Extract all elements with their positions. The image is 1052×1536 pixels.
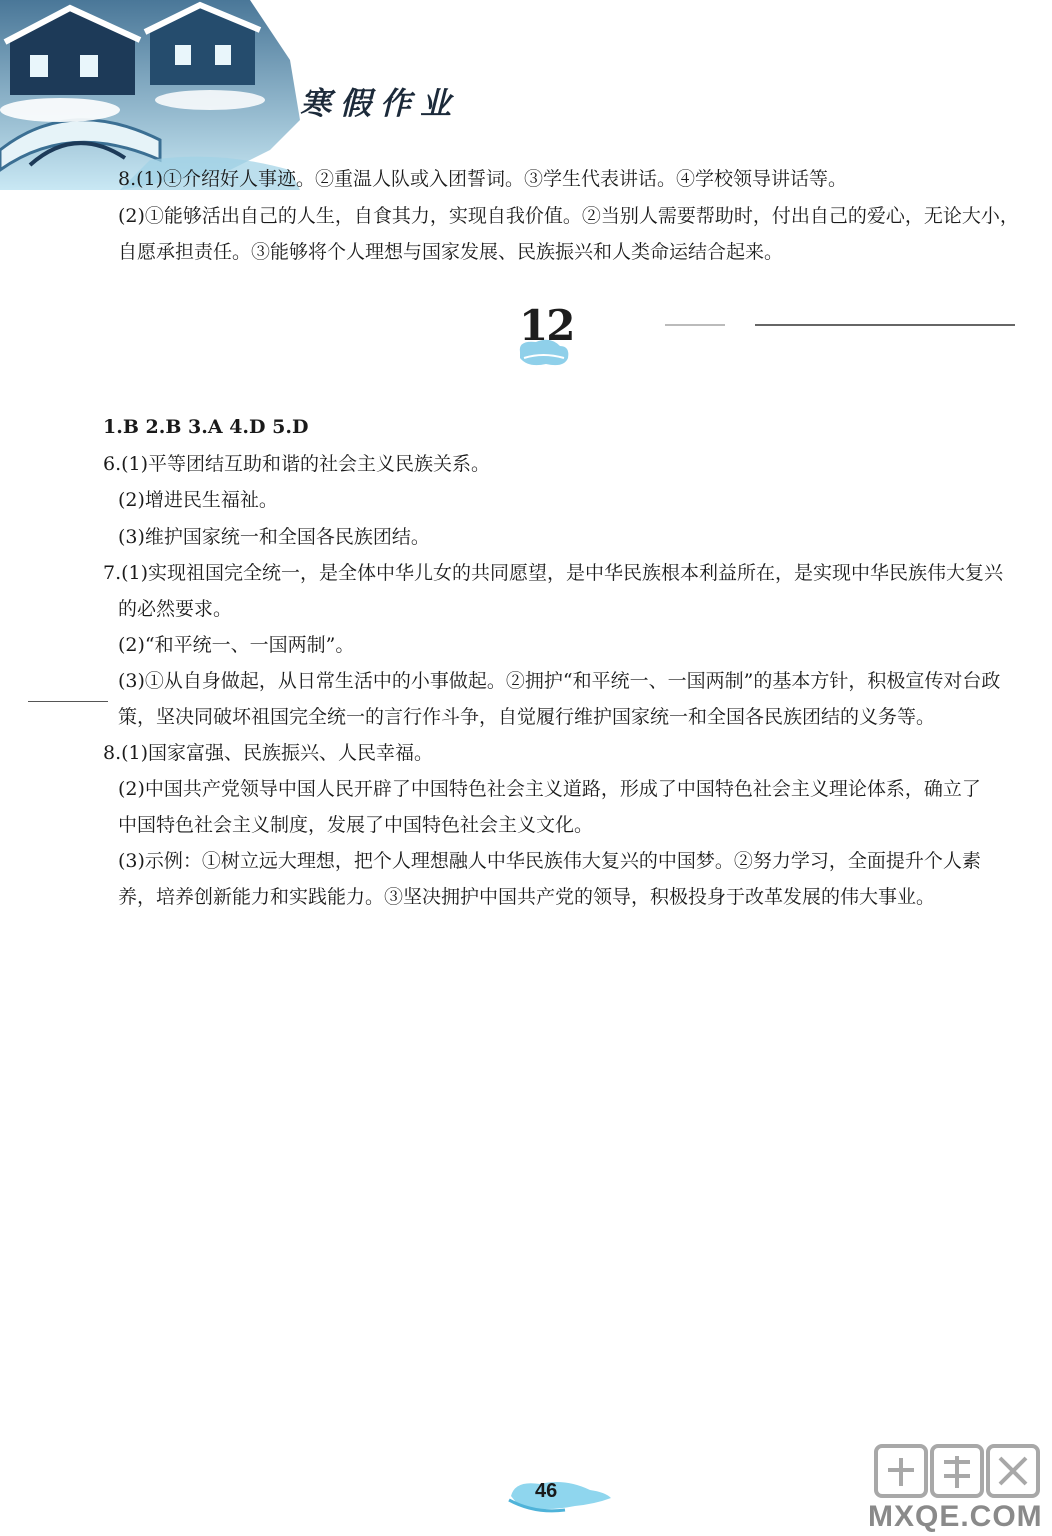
winter-scene-illustration (0, 0, 300, 190)
page-number-ornament-icon (505, 1470, 615, 1516)
answer-line: 自愿承担责任。③能够将个人理想与国家发展、民族振兴和人类命运结合起来。 (118, 241, 784, 263)
answer-line: 8.(1)①介绍好人事迹。②重温人队或入团誓词。③学生代表讲话。④学校领导讲话等。 (118, 168, 848, 190)
answer-line: (2)①能够活出自己的人生，自食其力，实现自我价值。②当别人需要帮助时，付出自己的爱心，无论大小， (118, 205, 1019, 227)
margin-mark (28, 700, 108, 703)
answer-line: (3)维护国家统一和全国各民族团结。 (118, 526, 430, 548)
watermark-text: MXQE.COM (868, 1500, 1043, 1533)
answer-line: 策，坚决同破坏祖国完全统一的言行作斗争，自觉履行维护国家统一和全国各民族团结的义务等。 (118, 706, 936, 728)
answer-line: 养，培养创新能力和实践能力。③坚决拥护中国共产党的领导，积极投身于改革发展的伟大事业。 (118, 886, 936, 908)
section-number: 12 (519, 301, 574, 350)
answer-line: 6.(1)平等团结互助和谐的社会主义民族关系。 (103, 453, 491, 475)
answer-line: (3)示例：①树立远大理想，把个人理想融人中华民族伟大复兴的中国梦。②努力学习，全面提升个人素 (118, 850, 981, 872)
section-divider (665, 322, 1015, 328)
page-number: 46 (535, 1480, 558, 1502)
answer-line: 的必然要求。 (118, 598, 233, 620)
answer-line: 中国特色社会主义制度，发展了中国特色社会主义文化。 (118, 814, 594, 836)
answer-line: 8.(1)国家富强、民族振兴、人民幸福。 (103, 742, 434, 764)
answer-line: 7.(1)实现祖国完全统一，是全体中华儿女的共同愿望，是中华民族根本利益所在，是实现中华民族伟大复兴 (103, 562, 1004, 584)
answer-line: (2)“和平统一、一国两制”。 (118, 634, 355, 656)
answer-line: (2)增进民生福祉。 (118, 489, 278, 511)
answer-line: (2)中国共产党领导中国人民开辟了中国特色社会主义道路，形成了中国特色社会主义理论体系，确立了 (118, 778, 981, 800)
choice-answers: 1.B 2.B 3.A 4.D 5.D (103, 416, 309, 438)
header-title: 寒假作业 (300, 86, 460, 122)
answer-line: (3)①从自身做起，从日常生活中的小事做起。②拥护“和平统一、一国两制”的基本方针，积极宣传对台政 (118, 670, 1001, 692)
